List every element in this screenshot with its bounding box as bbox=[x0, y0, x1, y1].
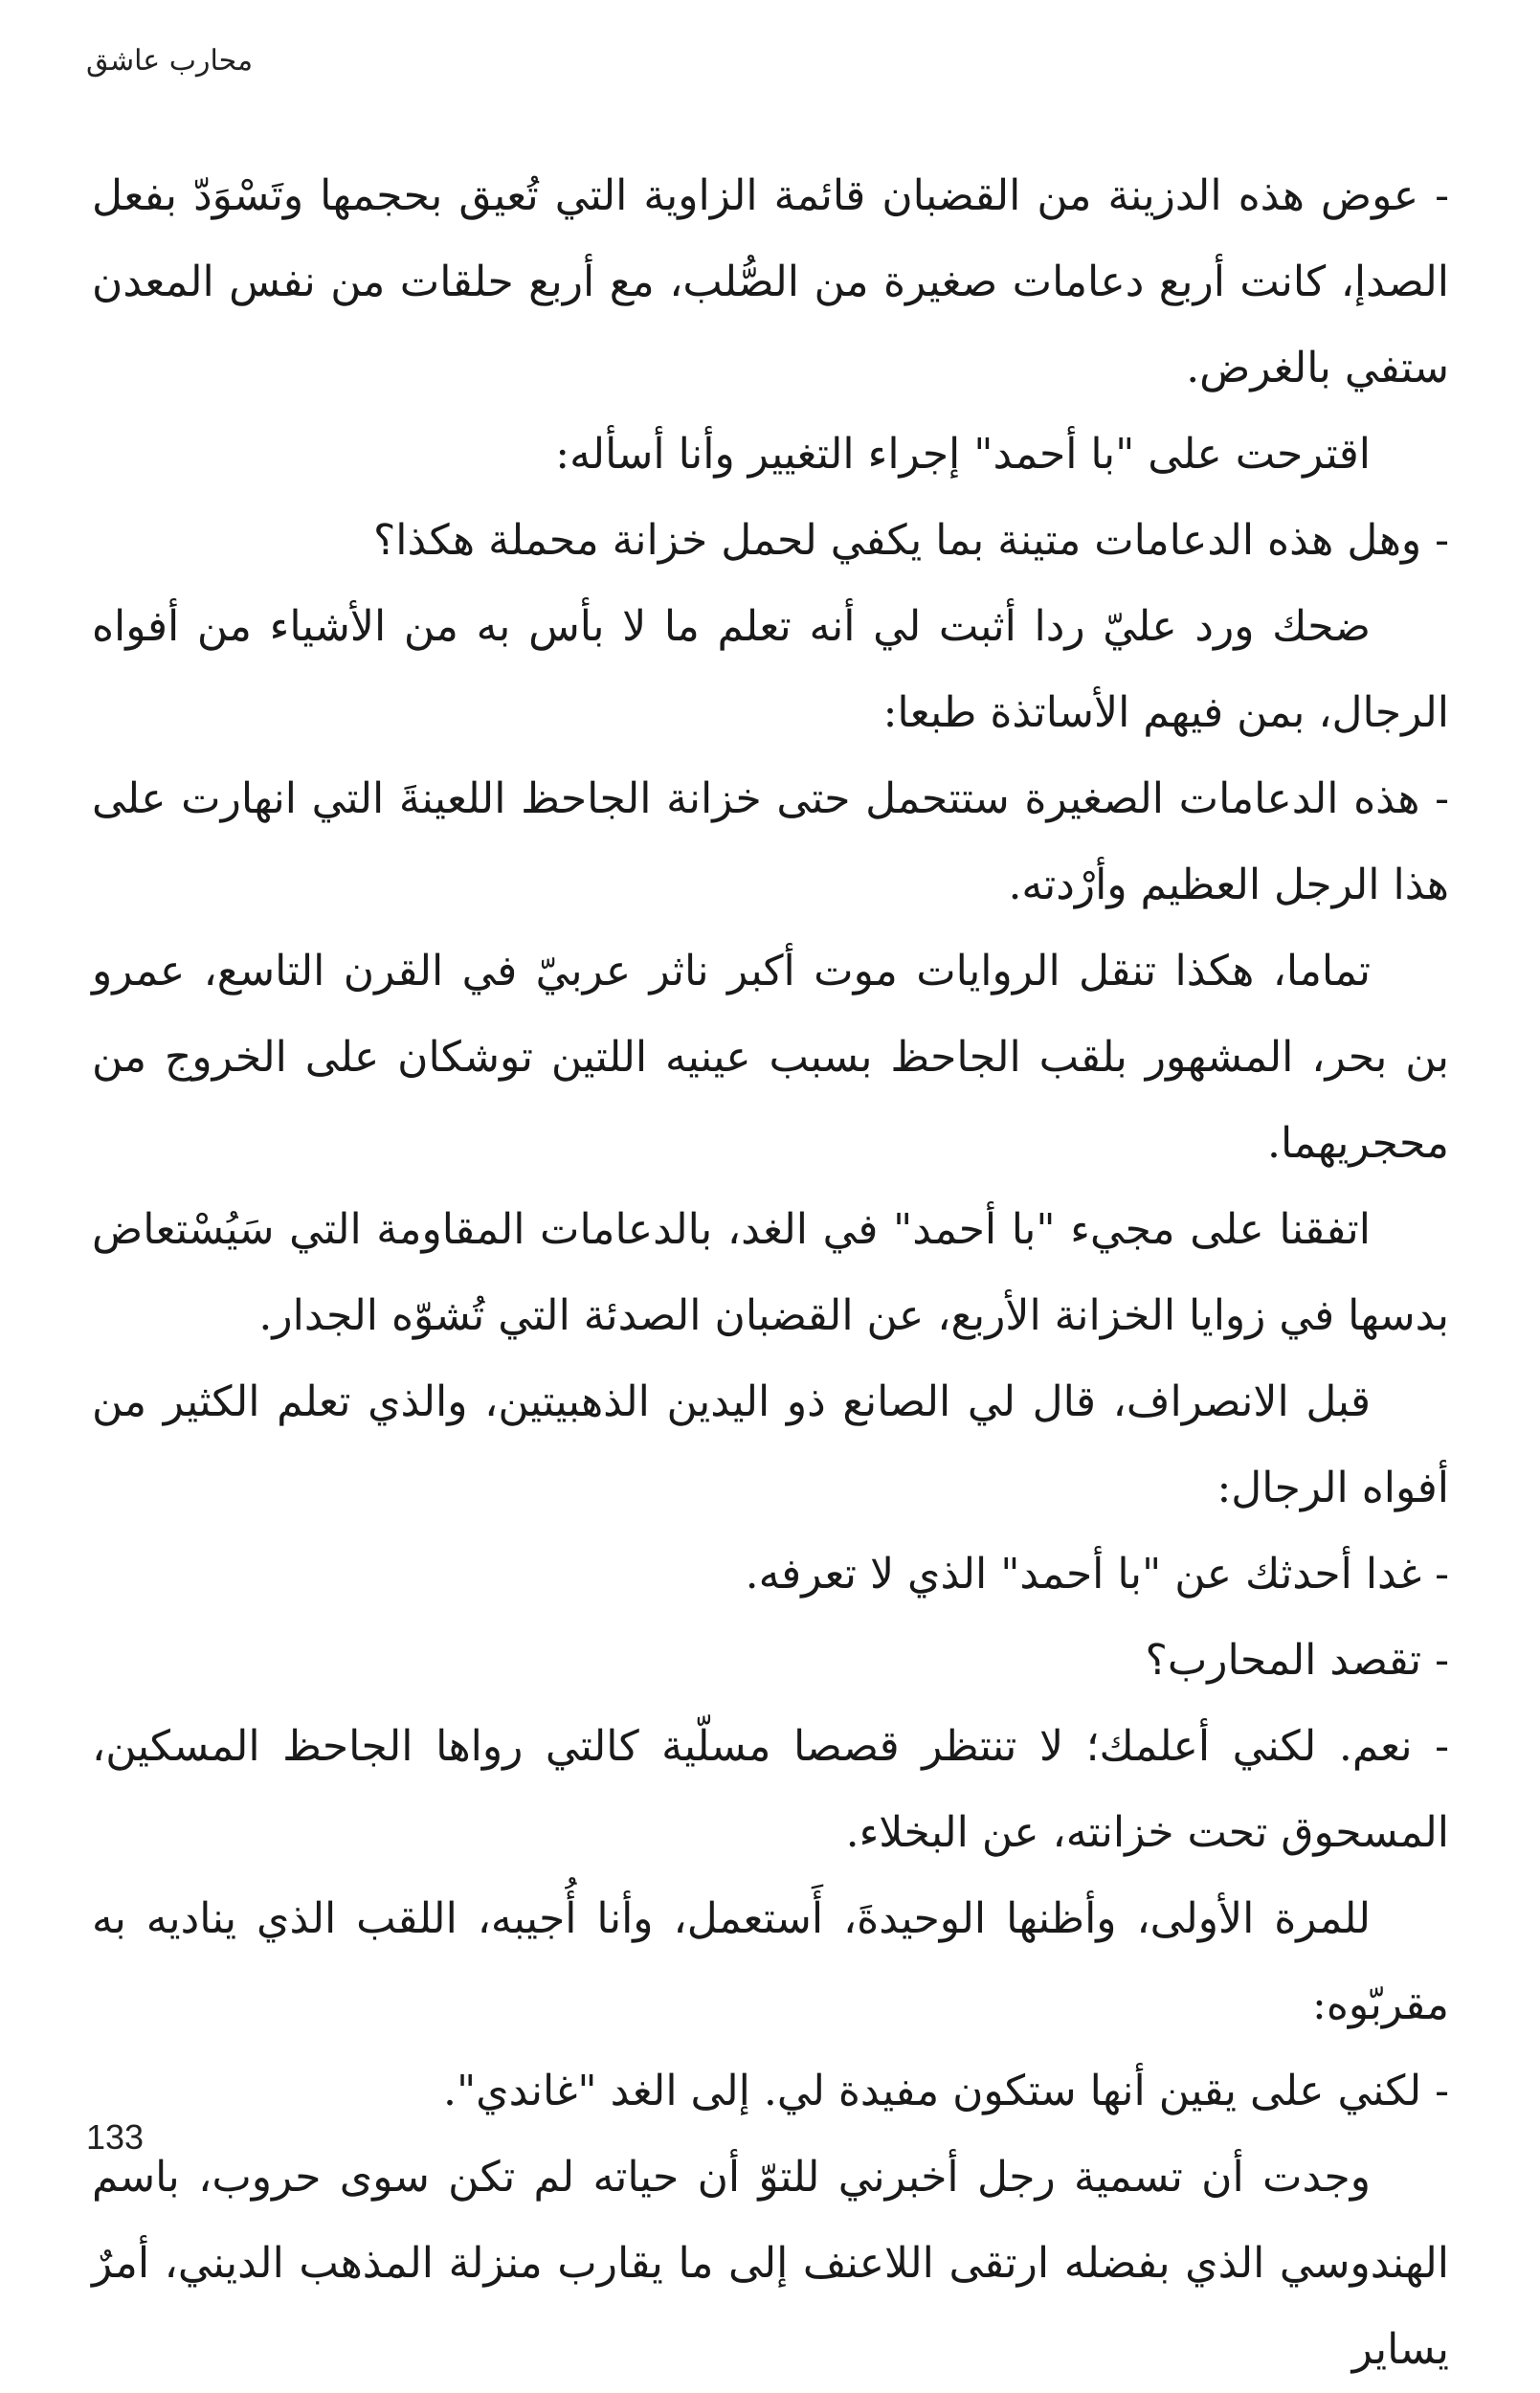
paragraph: للمرة الأولى، وأظنها الوحيدةَ، أَستعمل، وأنا أُجيبه، اللقب الذي يناديه به مقربّوه: bbox=[92, 1894, 1449, 2029]
body-text bbox=[92, 153, 1449, 2393]
paragraph: - عوض هذه الدزينة من القضبان قائمة الزاوية التي تُعيق بحجمها وتَسْوَدّ بفعل الصدإ، كانت أربع دعامات صغيرة من الصُّلب، مع أربع حلقات من نفس المعدن ستفي بالغرض. bbox=[92, 171, 1449, 392]
paragraph: - نعم. لكني أعلمك؛ لا تنتظر قصصا مسلّية كالتي رواها الجاحظ المسكين، المسحوق تحت خزانته، عن البخلاء. bbox=[92, 1722, 1449, 1857]
paragraph: ضحك ورد عليّ ردا أثبت لي أنه تعلم ما لا بأس به من الأشياء من أفواه الرجال، بمن فيهم الأساتذة طبعا: bbox=[92, 602, 1449, 737]
paragraph: - غدا أحدثك عن "با أحمد" الذي لا تعرفه. bbox=[745, 1550, 1449, 1599]
running-header: محارب عاشق bbox=[86, 44, 254, 78]
paragraph: - وهل هذه الدعامات متينة بما يكفي لحمل خزانة محملة هكذا؟ bbox=[372, 516, 1449, 565]
paragraph: - هذه الدعامات الصغيرة ستتحمل حتى خزانة الجاحظ اللعينةَ التي انهارت على هذا الرجل العظيم وأرْدته. bbox=[92, 774, 1449, 909]
paragraph: - لكني على يقين أنها ستكون مفيدة لي. إلى الغد "غاندي". bbox=[442, 2067, 1449, 2115]
page-number: 133 bbox=[86, 2117, 145, 2157]
paragraph: اتفقنا على مجيء "با أحمد" في الغد، بالدعامات المقاومة التي سَيُسْتعاض بدسها في زوايا الخزانة الأربع، عن القضبان الصدئة التي تُشوّه الجدار. bbox=[92, 1205, 1449, 1340]
paragraph: وجدت أن تسمية رجل أخبرني للتوّ أن حياته لم تكن سوى حروب، باسم الهندوسي الذي بفضله ارتقى اللاعنف إلى ما يقارب منزلة المذهب الديني، أمرٌ يساير bbox=[92, 2153, 1449, 2374]
paragraph: تماما، هكذا تنقل الروايات موت أكبر ناثر عربيّ في القرن التاسع، عمرو بن بحر، المشهور بلقب الجاحظ بسبب عينيه اللتين توشكان على الخروج من محجريهما. bbox=[92, 947, 1449, 1168]
paragraph: قبل الانصراف، قال لي الصانع ذو اليدين الذهبيتين، والذي تعلم الكثير من أفواه الرجال: bbox=[92, 1377, 1449, 1512]
paragraph: اقترحت على "با أحمد" إجراء التغيير وأنا أسأله: bbox=[555, 430, 1371, 479]
paragraph: - تقصد المحارب؟ bbox=[1145, 1636, 1449, 1685]
